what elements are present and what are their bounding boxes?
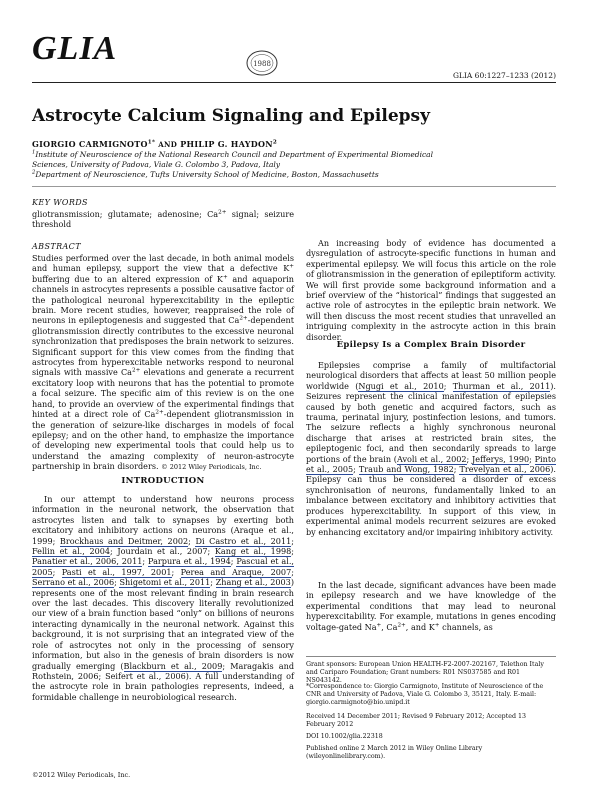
- affiliation-rule: [32, 186, 556, 187]
- abstract-text: Studies performed over the last decade, in both animal models and human epilepsy, support the view that a defective K+ buffering due to an altered expression of K+ and aquaporin channels in astrocytes represents a possible causative factor of the pathological neuronal hyperexcitability in the epileptic brain. More recent studies, however, reappraised the role of neurons in epileptogenesis and suggested that $Ca^{2+}$-dependent gliotransmission directly contributes to the excessive neuronal synchronization that predisposes the brain network to seizures. Significant support for this view comes from the finding that astrocytes from hyperexcitable networks respond to neuronal signals with massive $Ca^{2+}$ elevations and generate a recurrent excitatory loop with neurons that has the potential to promote a focal seizure. The specific aim of this review is on the one hand, to provide an overview of the experimental findings that hinted at a direct role of $Ca^{2+}$-dependent gliotransmission in the generation of seizure-like discharges in models of focal epilepsy; and on the other hand, to emphasize the importance of developing new experimental tools that could help us to understand the amazing complexity of neuron-astrocyte partnership in brain disorders. © 2012 Wiley Periodicals, Inc.: [32, 253, 294, 472]
- journal-seal-icon: [244, 48, 280, 78]
- journal-logo: GLIA: [32, 30, 118, 67]
- epilepsy-paragraph-2: In the last decade, significant advances have been made in epilepsy research and we have knowledge of the experimental conditions that may lead to neuronal hyperexcitability. For example, mutations in genes encoding voltage-gated Na+, $Ca^{2+}$, and K+ channels, as: [306, 580, 556, 632]
- footnote-received: Received 14 December 2011; Revised 9 February 2012; Accepted 13 February 2012: [306, 713, 526, 729]
- abstract-label: ABSTRACT: [32, 242, 81, 251]
- affiliation-1: $^1$Institute of Neuroscience of the National Research Council and Department of Experimental Biomedical Sciences, University of Padova, Viale G. Colombo 3, Padova, Italy: [32, 149, 434, 169]
- keywords-text: gliotransmission; glutamate; adenosine; $Ca^{2+}$ signal; seizure threshold: [32, 209, 295, 230]
- epilepsy-heading: Epilepsy Is a Complex Brain Disorder: [336, 340, 526, 350]
- introduction-paragraph-2: An increasing body of evidence has documented a dysregulation of astrocyte-specific functions in human and experimental epilepsy. We will focus this article on the role of gliotransmission in the generation of epileptiform activity. We will first provide some background information and a brief overview of the “historical” findings that suggested an active role of astrocytes in the epileptic brain network. We will then discuss the most recent studies that unravelled an intriguing complexity in the astrocyte action in this brain disorder.: [306, 238, 556, 342]
- abstract-copyright: © 2012 Wiley Periodicals, Inc.: [161, 463, 262, 472]
- footnote-published: Published online 2 March 2012 in Wiley Online Library (wileyonlinelibrary.com).: [306, 745, 483, 761]
- seal-text: 1988: [253, 60, 271, 68]
- introduction-text: In our attempt to understand how neurons process information in the neuronal network, the observation that astrocytes listen and talk to synapses by exerting both excitatory and inhibitory actions on neurons (Araque et al., 1999; Brockhaus and Deitmer, 2002; Di Castro et al., 2011; Fellin et al., 2004; Jourdain et al., 2007; Kang et al., 1998; Panatier et al., 2006, 2011; Parpura et al., 1994; Pascual et al., 2005; Pasti et al., 1997, 2001; Perea and Araque, 2007; Serrano et al., 2006; Shigetomi et al., 2011; Zhang et al., 2003) represents one of the most relevant finding in brain research over the last decades. This discovery literally revolutionized our view of a brain function based “only” on billions of neurons interacting dynamically in the neuronal network. Against this background, it is not surprising that an integrated view of the role of astrocytes not only in the processing of sensory information, but also in the genesis of brain disorders is now gradually emerging (Blackburn et al., 2009; Maragakis and Rothstein, 2006; Seifert et al., 2006). A full understanding of the astrocyte role in brain pathologies represents, indeed, a formidable challenge in neurobiological research.: [32, 494, 294, 702]
- article-title: Astrocyte Calcium Signaling and Epilepsy: [32, 106, 430, 126]
- affiliation-2: $^2$Department of Neuroscience, Tufts University School of Medicine, Boston, Massachusetts: [32, 169, 379, 179]
- footnote-doi: DOI 10.1002/glia.22318: [306, 733, 383, 740]
- keywords-label: KEY WORDS: [32, 198, 88, 207]
- epilepsy-text: Epilepsies comprise a family of multifactorial neurological disorders that affects at least 50 million people worldwide (Ngugi et al., 2010; Thurman et al., 2011). Seizures represent the clinical manifestation of epilepsies caused by both genetic and acquired factors, such as trauma, perinatal injury, postinfection lesions, and tumors. The seizure reflects a highly synchronous neuronal discharge that arises at restricted brain sites, the epileptogenic foci, and then secondarily spreads to large portions of the brain (Avoli et al., 2002; Jefferys, 1990; Pinto et al., 2005; Traub and Wong, 1982; Trevelyan et al., 2006). Epilepsy can thus be considered a disorder of excess synchronisation of neurons, fundamentally linked to an imbalance between excitatory and inhibitory activities that produces hyperexcitability. In support of this view, in experimental animal models recurrent seizures are evoked by enhancing excitatory and/or impairing inhibitory activity.: [306, 360, 556, 537]
- page-footer: ©2012 Wiley Periodicals, Inc.: [32, 771, 131, 779]
- introduction-heading: INTRODUCTION: [121, 476, 205, 486]
- journal-reference: GLIA 60:1227–1233 (2012): [452, 71, 556, 80]
- footnote-correspondence: *Correspondence to: Giorgio Carmignoto, Institute of Neuroscience of the CNR and University of Padova, Viale G. Colombo 3, 35121, Italy. E-mail: giorgio.carmignoto@bio.unipd.it: [306, 683, 544, 707]
- header-rule: [32, 82, 556, 83]
- footnote-rule: [306, 656, 556, 657]
- footnote-grants: Grant sponsors: European Union HEALTH-F2-2007-202167, Telethon Italy and Cariparo Foundation; Grant numbers: R01 NS037585 and R01 NS043142.: [306, 661, 544, 685]
- authors: GIORGIO $CARMIGNOTO^{1*}$ AND PHILIP G. HAYDON$^2$: [32, 139, 278, 149]
